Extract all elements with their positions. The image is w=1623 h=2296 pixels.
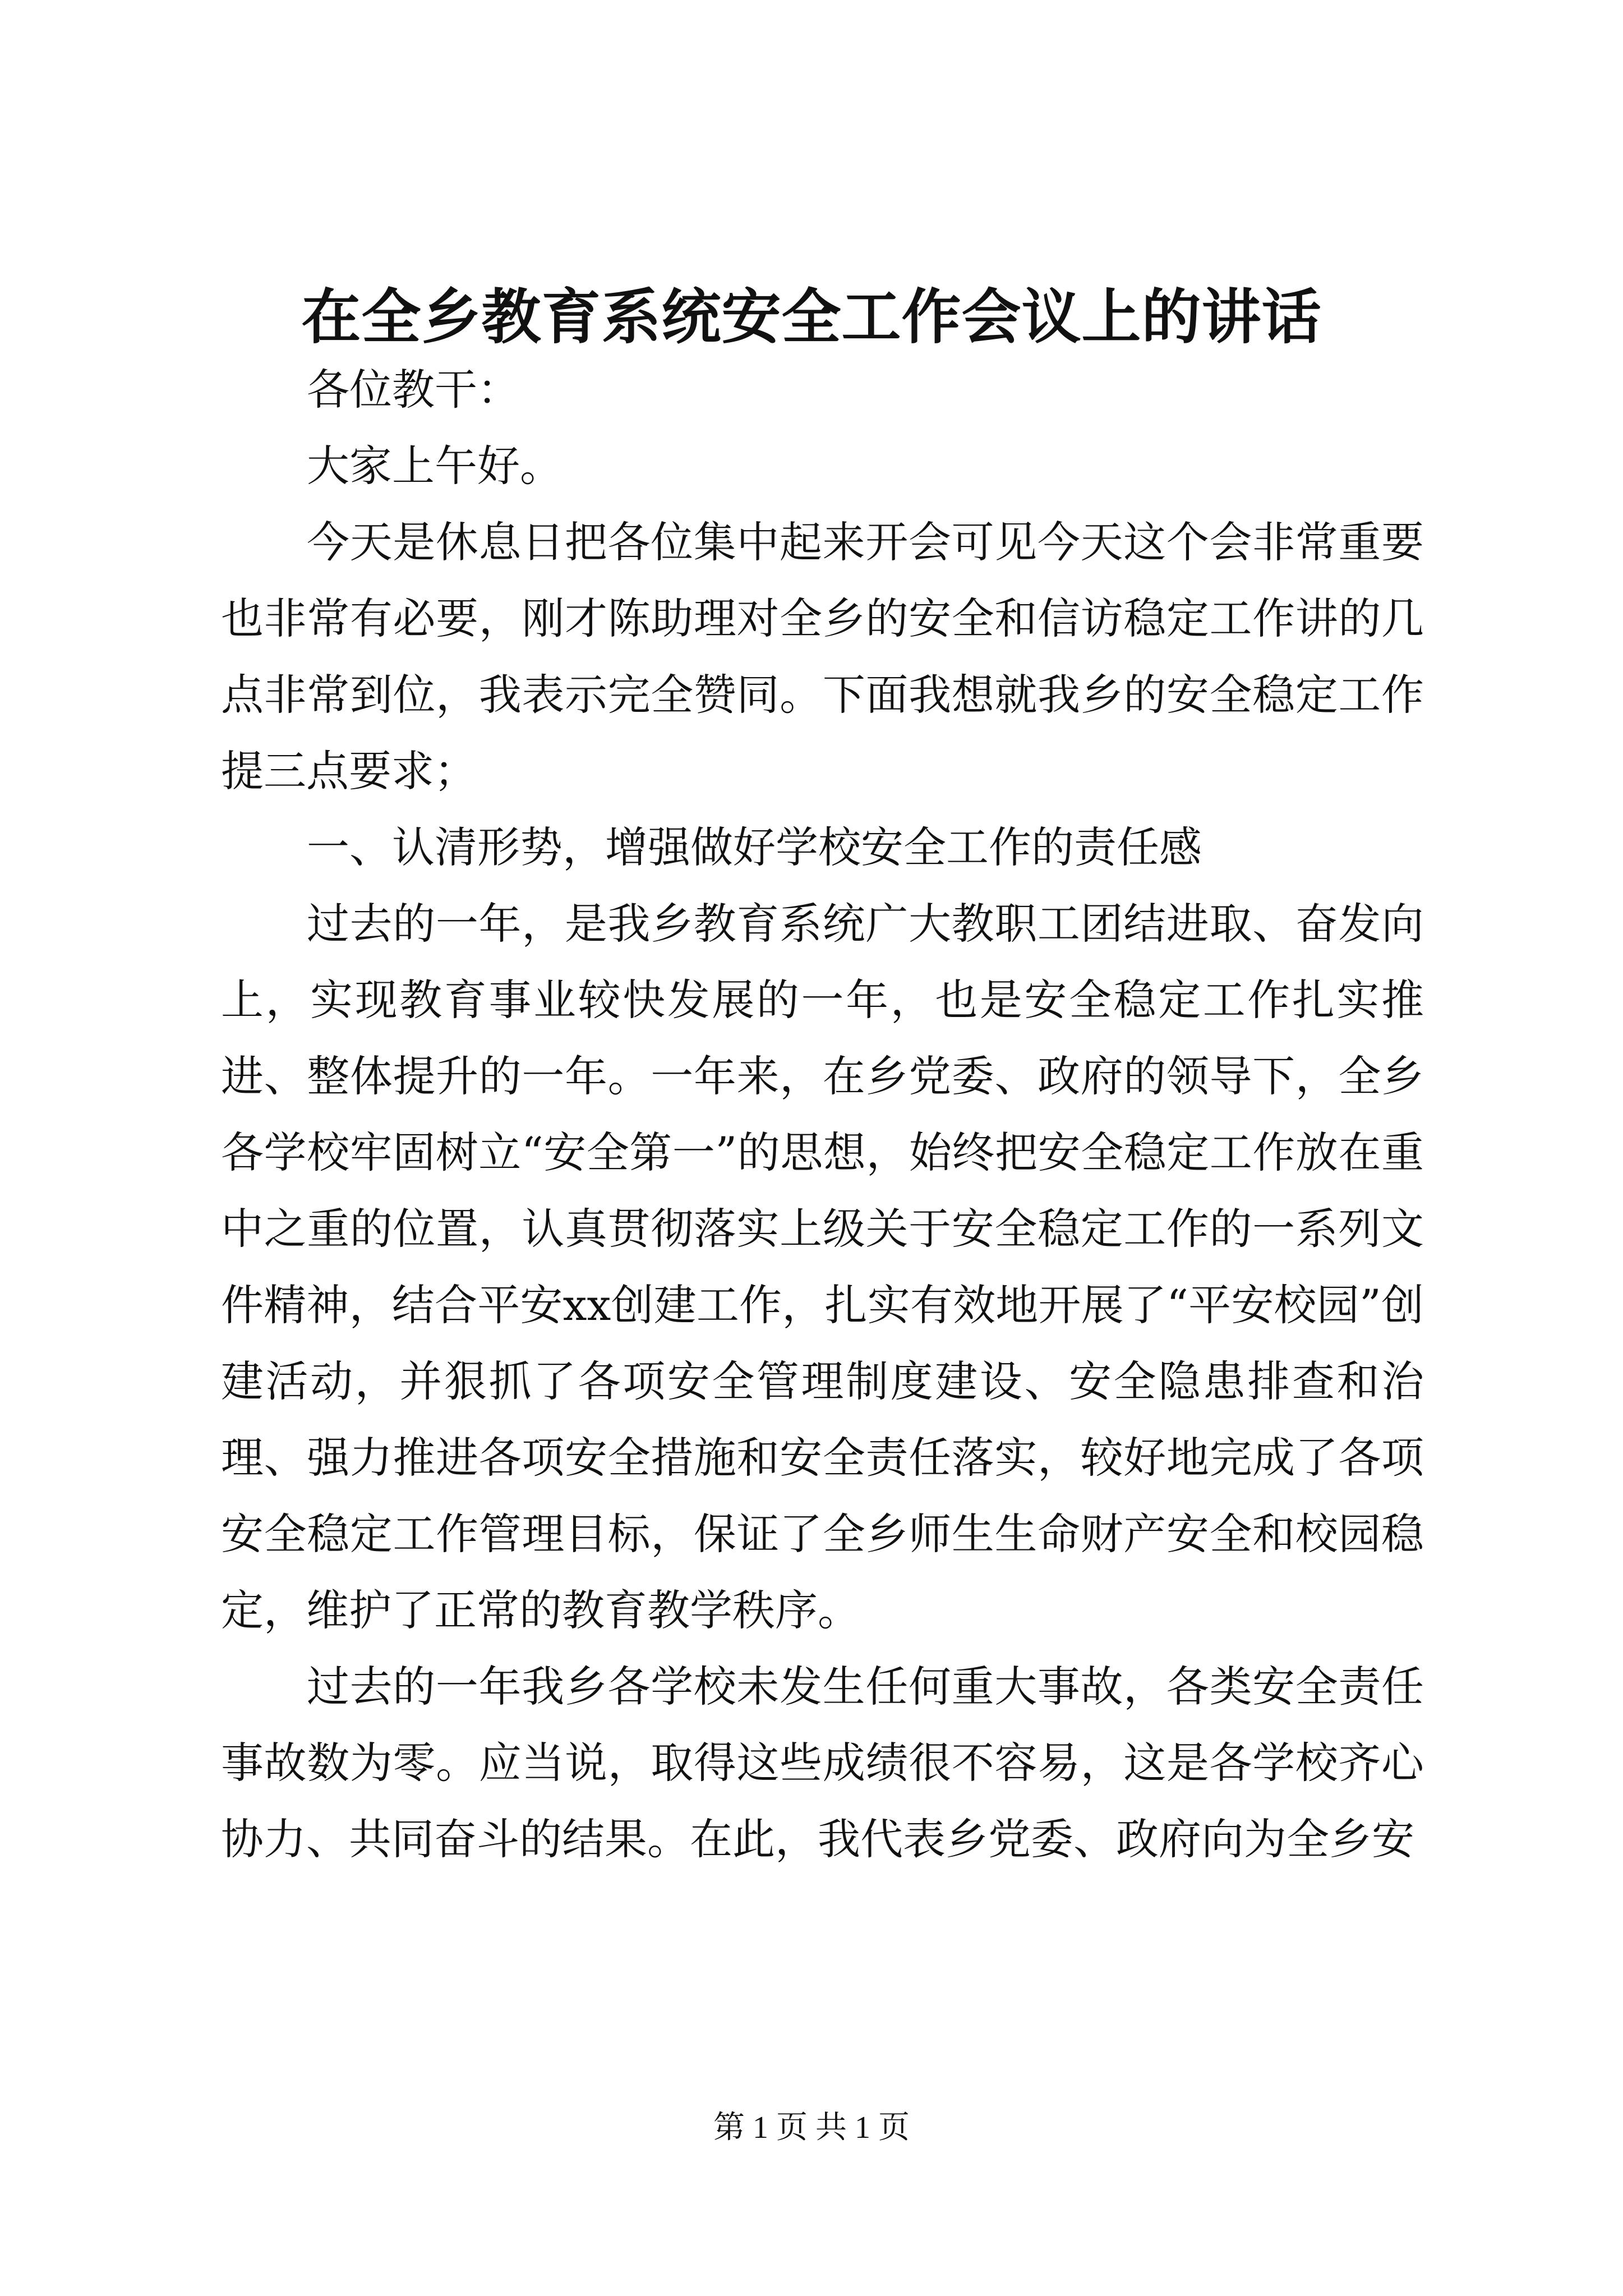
paragraph-review: 过去的一年，是我乡教育系统广大教职工团结进取、奋发向上，实现教育事业较快发展的一年，也是安全稳定工作扎实推进、整体提升的一年。一年来，在乡党委、政府的领导下，全乡各学校牢固树立“安全第一”的思想，始终把安全稳定工作放在重中之重的位置，认真贯彻落实上级关于安全稳定工作的一系列文件精神，结合平安xx创建工作，扎实有效地开展了“平安校园”创建活动，并狠抓了各项安全管理制度建设、安全隐患排查和治理、强力推进各项安全措施和安全责任落实，较好地完成了各项安全稳定工作管理目标，保证了全乡师生生命财产安全和校园稳定，维护了正常的教育教学秩序。 [221, 899, 1424, 1635]
document-body [221, 352, 1424, 1878]
section-heading-1: 一、认清形势，增强做好学校安全工作的责任感 [307, 822, 1202, 872]
paragraph-intro: 今天是休息日把各位集中起来开会可见今天这个会非常重要也非常有必要，刚才陈助理对全乡的安全和信访稳定工作讲的几点非常到位，我表示完全赞同。下面我想就我乡的安全稳定工作提三点要求； [221, 517, 1424, 796]
greeting: 大家上午好。 [307, 441, 562, 491]
salutation: 各位教干： [307, 365, 520, 415]
page-footer: 第 1 页 共 1 页 [713, 2110, 910, 2145]
paragraph-achievements: 过去的一年我乡各学校未发生任何重大事故，各类安全责任事故数为零。应当说，取得这些成绩很不容易，这是各学校齐心协力、共同奋斗的结果。在此，我代表乡党委、政府向为全乡安 [221, 1662, 1424, 1864]
page-title: 在全乡教育系统安全工作会议上的讲话 [301, 282, 1322, 352]
